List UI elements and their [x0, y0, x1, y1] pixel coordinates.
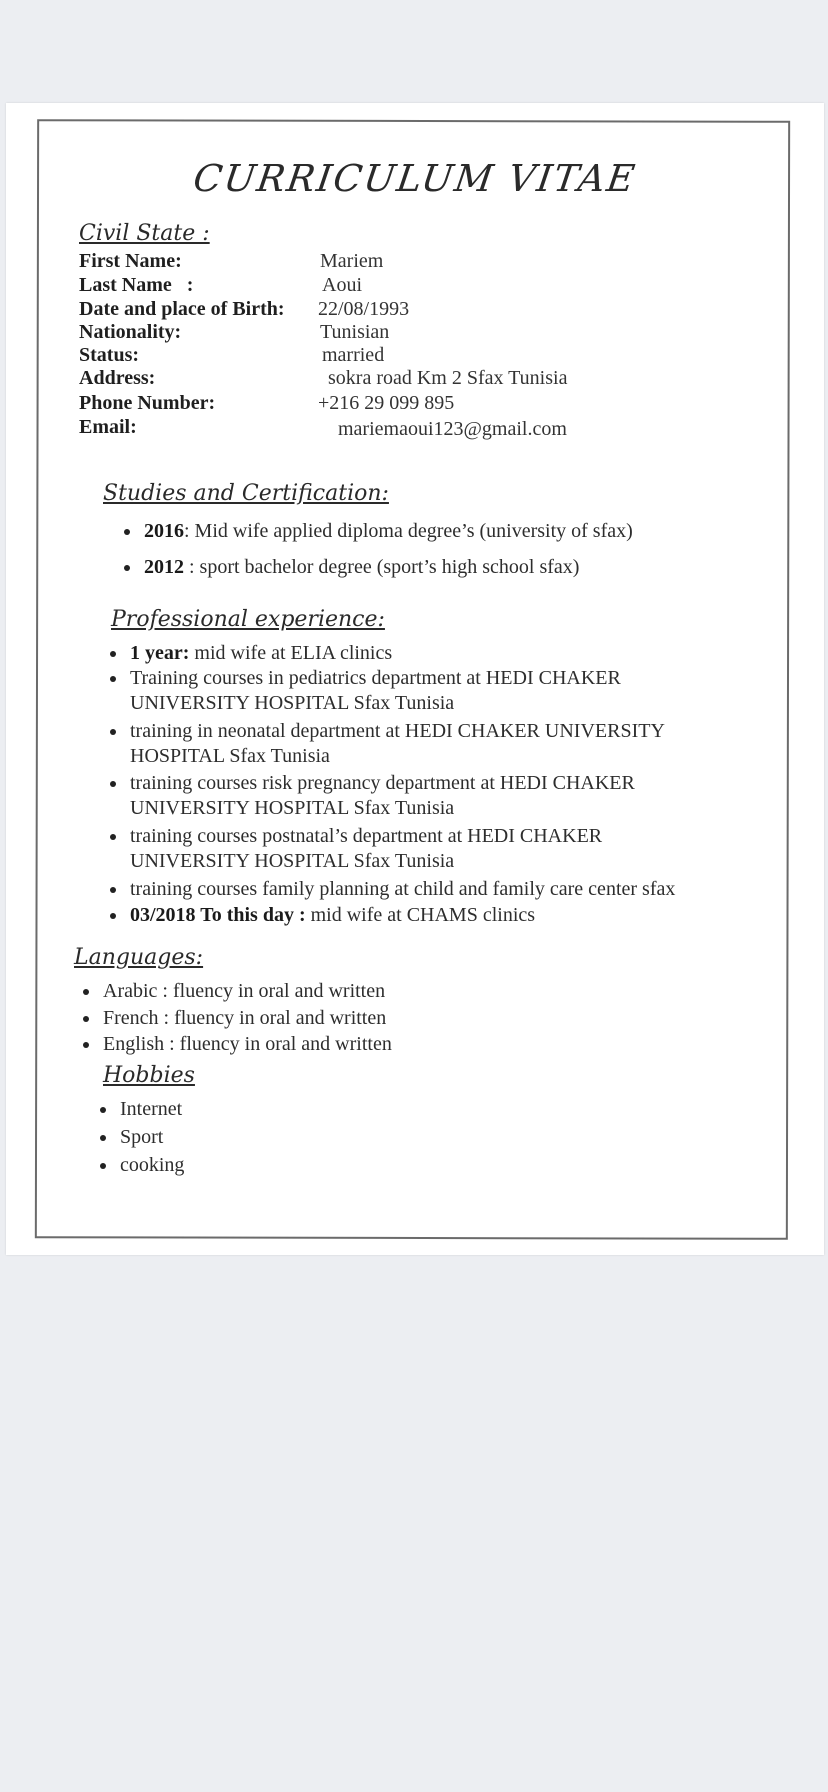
field-value: Tunisian	[320, 321, 390, 343]
list-item	[130, 903, 535, 928]
field-value: Mariem	[320, 250, 384, 272]
field-value: 22/08/1993	[318, 298, 410, 320]
item-text: Internet	[120, 1098, 183, 1120]
item-bold: 1 year:	[130, 642, 190, 664]
list-item	[103, 1032, 392, 1057]
document-title: CURRICULUM VITAE	[190, 157, 640, 200]
field-label: Email:	[79, 416, 137, 438]
list-item	[120, 1153, 184, 1178]
item-text: : Mid wife applied diploma degree’s (university of sfax)	[184, 520, 633, 542]
item-text-continued: UNIVERSITY HOSPITAL Sfax Tunisia	[130, 850, 455, 872]
field-label: Date and place of Birth:	[79, 298, 285, 320]
list-item	[103, 979, 385, 1004]
section-heading-hobbies: Hobbies	[103, 1063, 195, 1088]
section-heading-languages: Languages:	[74, 945, 204, 970]
list-item	[144, 519, 633, 544]
list-item	[130, 719, 665, 769]
item-text: Sport	[120, 1126, 164, 1148]
field-value: married	[322, 344, 385, 366]
item-year: 2012	[144, 556, 184, 578]
list-item	[130, 877, 675, 902]
field-value: +216 29 099 895	[318, 392, 455, 414]
item-bold: 03/2018 To this day :	[130, 904, 306, 926]
cv-document	[6, 103, 824, 1255]
field-label: Phone Number:	[79, 392, 216, 414]
field-value: Aoui	[322, 274, 362, 296]
item-text: Arabic : fluency in oral and written	[103, 980, 386, 1002]
field-value: mariemaoui123@gmail.com	[338, 418, 567, 440]
list-item	[130, 824, 602, 874]
list-item	[120, 1097, 182, 1122]
item-text: training in neonatal department at HEDI CHAKER UNIVERSITY	[130, 720, 665, 742]
item-text-continued: HOSPITAL Sfax Tunisia	[130, 745, 330, 767]
item-text-continued: UNIVERSITY HOSPITAL Sfax Tunisia	[130, 692, 455, 714]
field-label: Nationality:	[79, 321, 182, 343]
item-text: training courses risk pregnancy department at HEDI CHAKER	[130, 772, 635, 794]
item-text-continued: UNIVERSITY HOSPITAL Sfax Tunisia	[130, 797, 455, 819]
item-text: French : fluency in oral and written	[103, 1007, 387, 1029]
section-heading-civil-state: Civil State :	[79, 221, 210, 246]
item-text: : sport bachelor degree (sport’s high school sfax)	[184, 556, 580, 578]
field-label: Status:	[79, 344, 140, 366]
list-item	[130, 641, 392, 666]
field-value: sokra road Km 2 Sfax Tunisia	[328, 367, 568, 389]
section-heading-experience: Professional experience:	[111, 607, 385, 632]
item-text: training courses postnatal’s department at HEDI CHAKER	[130, 825, 603, 847]
section-heading-studies: Studies and Certification:	[103, 481, 389, 506]
item-text: Training courses in pediatrics department at HEDI CHAKER	[130, 667, 621, 689]
item-year: 2016	[144, 520, 184, 542]
item-text: mid wife at CHAMS clinics	[305, 904, 536, 926]
list-item	[130, 771, 635, 821]
field-label: Address:	[79, 367, 156, 389]
item-text: mid wife at ELIA clinics	[189, 642, 393, 664]
list-item	[144, 555, 579, 580]
list-item	[103, 1006, 386, 1031]
field-label: First Name:	[79, 250, 182, 272]
field-label: Last Name :	[79, 274, 194, 296]
item-text: cooking	[120, 1154, 185, 1176]
cv-content	[6, 103, 824, 1255]
item-text: English : fluency in oral and written	[103, 1033, 392, 1055]
list-item	[120, 1125, 163, 1150]
list-item	[130, 666, 621, 716]
item-text: training courses family planning at child and family care center sfax	[130, 878, 676, 900]
